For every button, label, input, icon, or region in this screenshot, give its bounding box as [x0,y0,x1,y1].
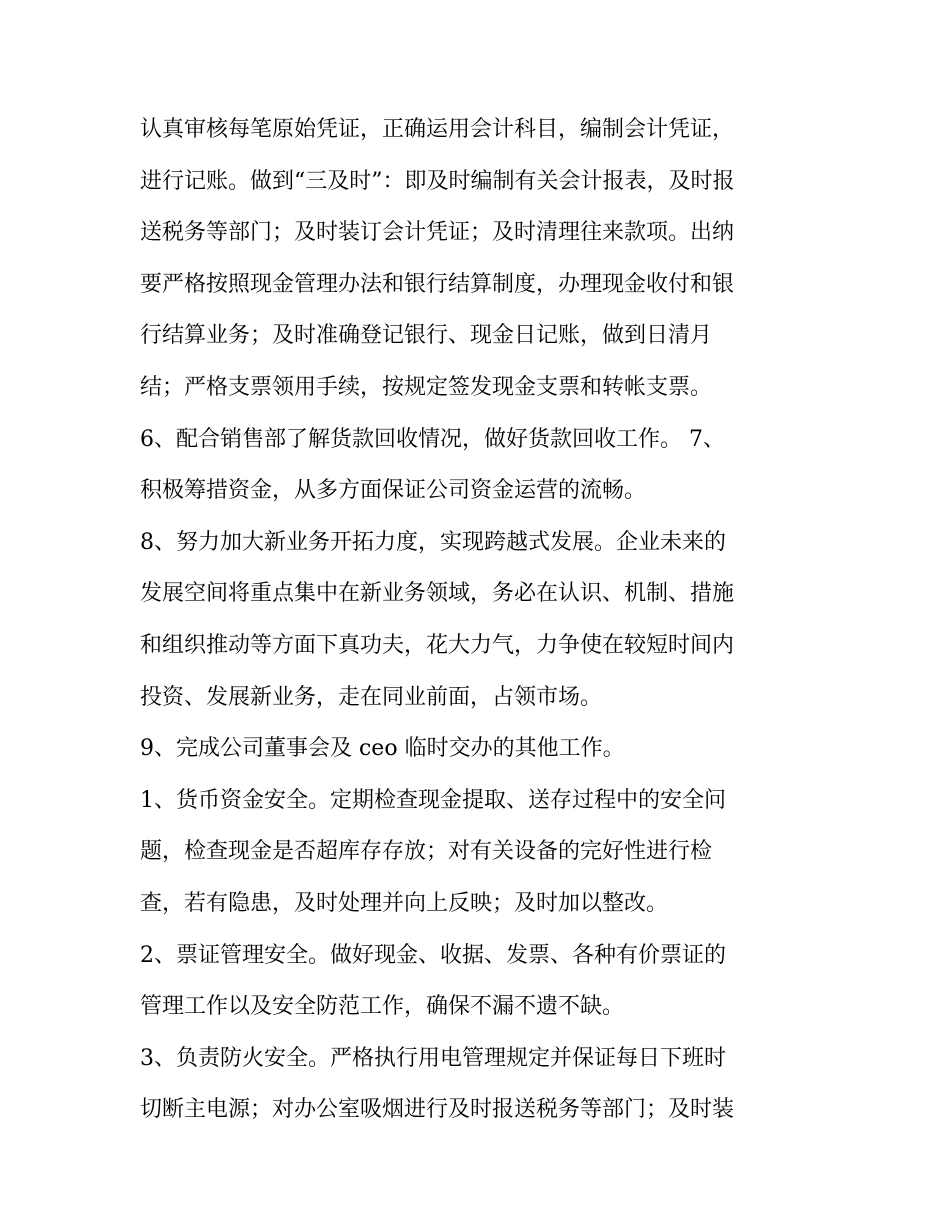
text-line: 9、完成公司董事会及 ceo 临时交办的其他工作。 [140,736,625,762]
text-line: 3、负责防火安全。严格执行用电管理规定并保证每日下班时 [140,1045,726,1071]
text-line: 进行记账。做到“三及时”：即及时编制有关会计报表，及时报 [140,168,735,194]
text-line: 认真审核每笔原始凭证，正确运用会计科目，编制会计凭证， [140,117,735,142]
text-line: 和组织推动等方面下真功夫，花大力气，力争使在较短时间内 [140,632,735,658]
text-line: 题，检查现金是否超库存存放；对有关设备的完好性进行检 [140,839,713,865]
text-line: 1、货币资金安全。定期检查现金提取、送存过程中的安全问 [140,787,726,813]
text-line: 投资、发展新业务，走在同业前面，占领市场。 [140,684,603,710]
text-line: 管理工作以及安全防范工作，确保不漏不遗不缺。 [140,994,625,1020]
text-line: 积极筹措资金，从多方面保证公司资金运营的流畅。 [140,478,647,504]
text-line: 要严格按照现金管理办法和银行结算制度，办理现金收付和银 [140,271,735,297]
text-line: 切断主电源；对办公室吸烟进行及时报送税务等部门；及时装 [140,1097,735,1123]
text-line: 2、票证管理安全。做好现金、收据、发票、各种有价票证的 [140,942,726,968]
text-line: 查，若有隐患，及时处理并向上反映；及时加以整改。 [140,890,669,916]
text-line: 发展空间将重点集中在新业务领域，务必在认识、机制、措施 [140,581,735,607]
text-line: 送税务等部门；及时装订会计凭证；及时清理往来款项。出纳 [140,220,735,246]
text-line: 结；严格支票领用手续，按规定签发现金支票和转帐支票。 [140,374,713,400]
text-line: 6、配合销售部了解货款回收情况，做好货款回收工作。 7、 [140,426,725,452]
text-line: 行结算业务；及时准确登记银行、现金日记账，做到日清月 [140,323,713,349]
text-line: 8、努力加大新业务开拓力度，实现跨越式发展。企业未来的 [140,529,726,555]
body-text [140,104,830,1136]
